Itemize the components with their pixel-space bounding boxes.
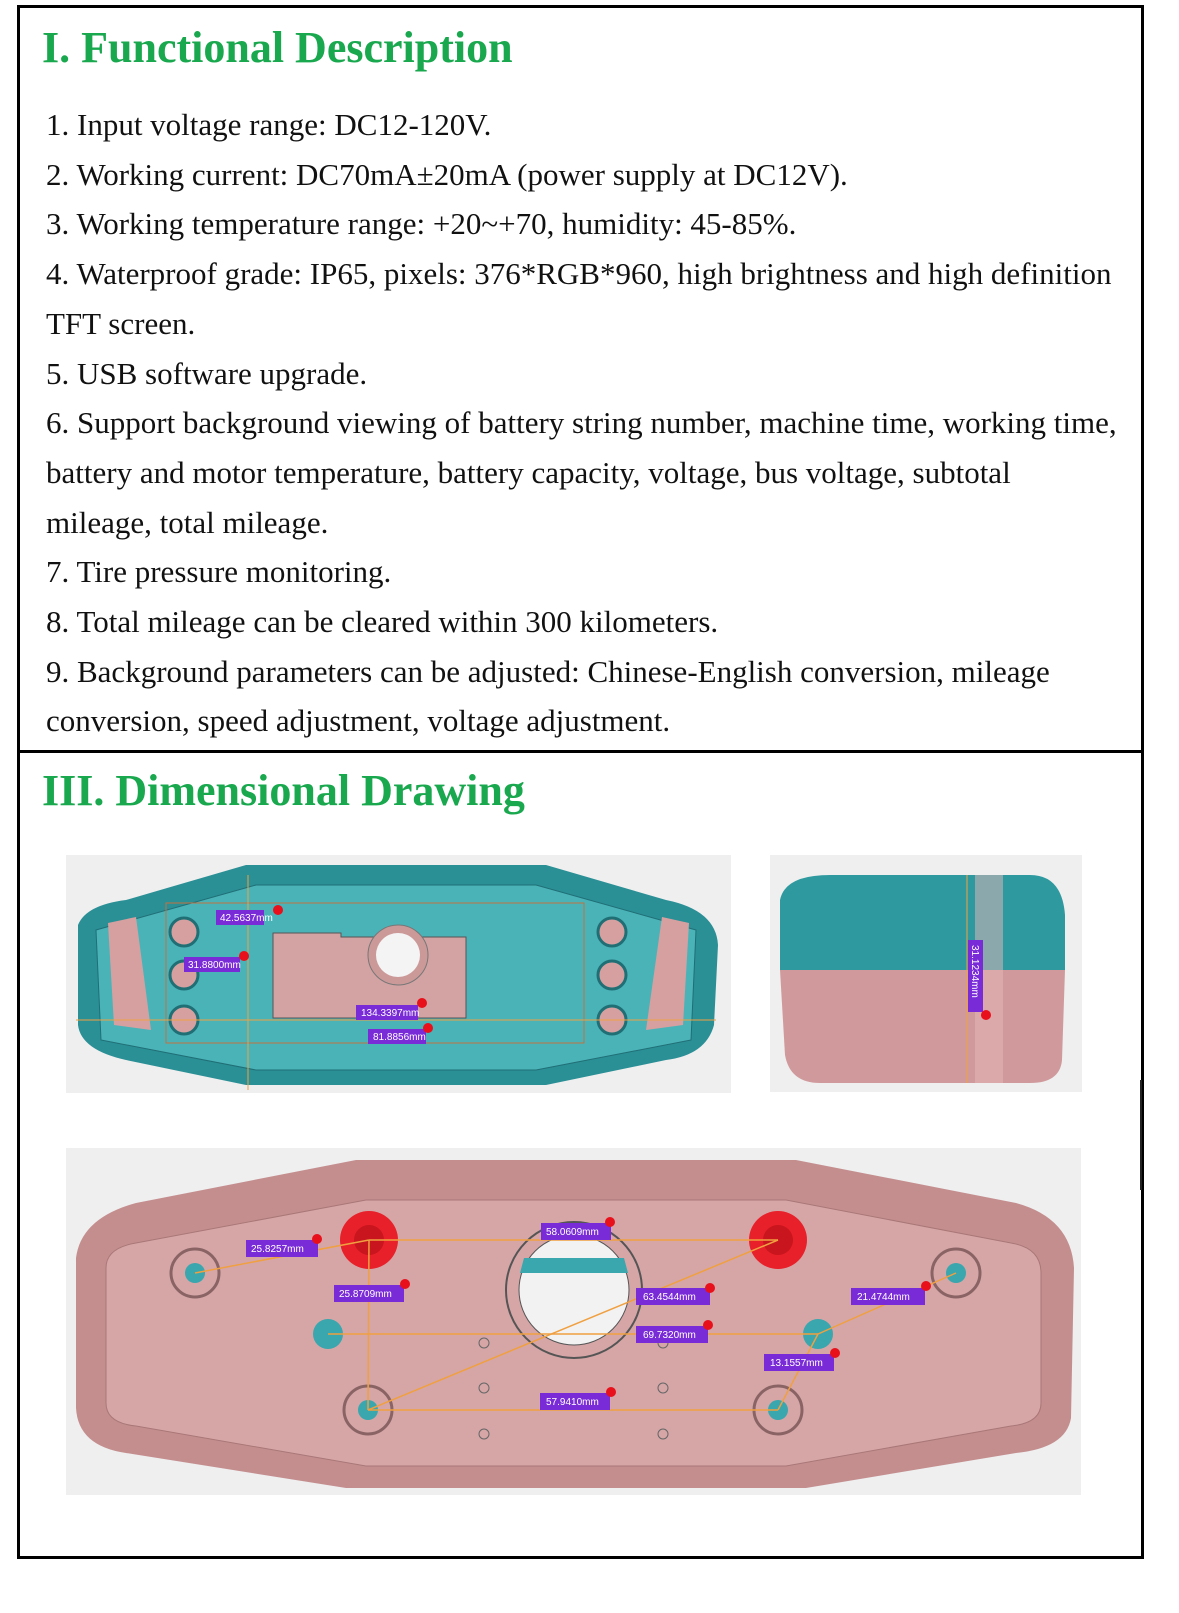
feature-list [46,100,1121,746]
measurement-label: 21.4744mm [857,1292,910,1303]
feature-item: 5. USB software upgrade. [46,355,368,391]
measurement-label: 31.8800mm [188,960,241,971]
section-heading: III. Dimensional Drawing [42,766,525,815]
feature-item: 9. Background parameters can be adjusted: Chinese-English conversion, mileage conversion, speed adjustment, voltage adjustment. [46,653,1050,739]
measurement-label: 63.4544mm [643,1292,696,1303]
measurement-label: 42.5637mm [220,913,273,924]
measurement-label: 25.8257mm [251,1244,304,1255]
feature-item: 7. Tire pressure monitoring. [46,554,392,590]
measurement-label: 57.9410mm [546,1397,599,1408]
measurement-label: 25.8709mm [339,1289,392,1300]
feature-item: 1. Input voltage range: DC12-120V. [46,107,492,142]
feature-item: 2. Working current: DC70mA±20mA (power supply at DC12V). [46,156,848,192]
measurement-label: 134.3397mm [361,1008,420,1019]
section-heading: I. Functional Description [42,23,513,72]
measurement-label: 58.0609mm [546,1227,599,1238]
measurement-label: 69.7320mm [643,1330,696,1341]
measurement-label: 13.1557mm [770,1358,823,1369]
feature-item: 3. Working temperature range: +20~+70, humidity: 45-85%. [46,206,797,242]
feature-item: 4. Waterproof grade: IP65, pixels: 376*RGB*960, high brightness and high definition TFT screen. [46,256,1112,341]
side-view-drawing [770,855,1082,1092]
page-edge [1140,1080,1148,1190]
feature-item: 6. Support background viewing of battery string number, machine time, working time, battery and motor temperature, battery capacity, voltage, bus voltage, subtotal mileage, total mileage. [46,405,1117,540]
front-view-drawing [66,855,731,1093]
feature-item: 8. Total mileage can be cleared within 300 kilometers. [46,604,719,640]
back-view-drawing [66,1148,1081,1495]
measurement-label: 81.8856mm [373,1032,426,1043]
functional-description-section [17,5,1144,751]
measurement-label: 31.1234mm [969,945,980,998]
